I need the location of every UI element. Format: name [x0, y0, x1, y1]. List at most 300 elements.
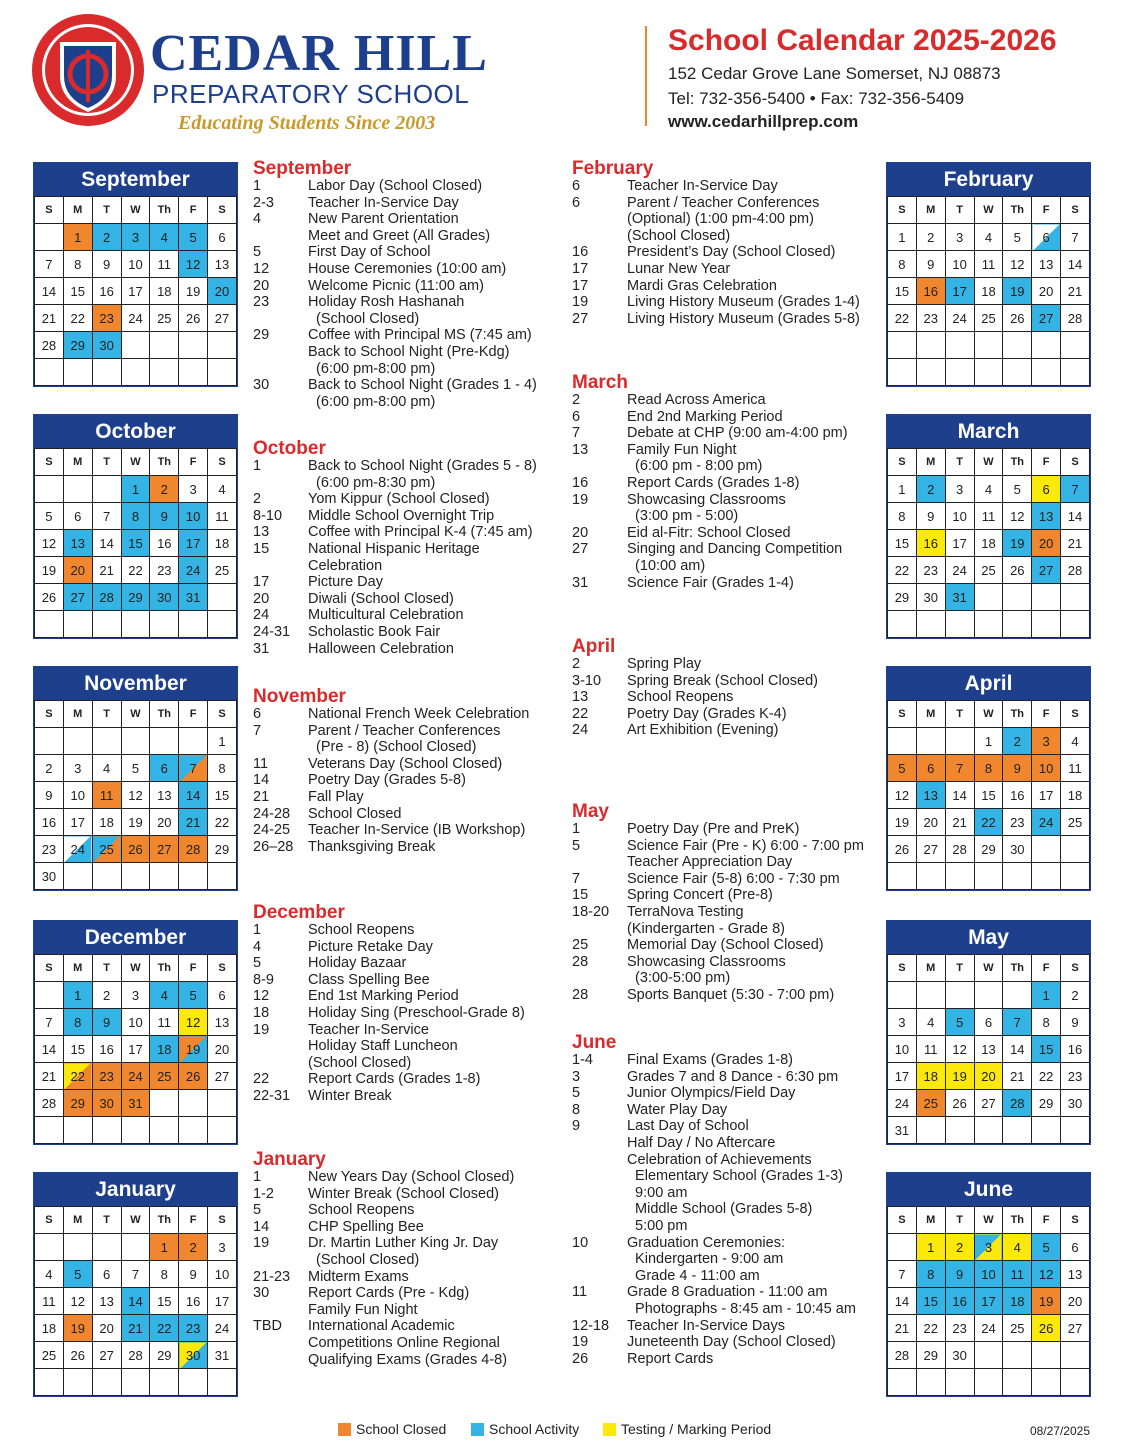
calendar-day: 9: [916, 251, 945, 278]
event-description: (School Closed): [627, 227, 731, 244]
calendar-empty-cell: [945, 332, 974, 359]
weekday-header: T: [945, 449, 974, 476]
calendar-day: 17: [208, 1288, 237, 1315]
event-item: [572, 838, 887, 855]
calendar-empty-cell: [945, 1369, 974, 1396]
calendar-day: 24: [1032, 809, 1061, 836]
calendar-empty-cell: [92, 611, 121, 638]
calendar-day: 16: [1003, 782, 1032, 809]
calendar-day: 25: [1003, 1315, 1032, 1342]
event-description: Midterm Exams: [308, 1268, 409, 1285]
calendar-day: 25: [92, 836, 121, 863]
calendar-empty-cell: [208, 1090, 237, 1117]
event-description: Teacher In-Service: [308, 1021, 429, 1038]
event-description: Graduation Ceremonies:: [627, 1234, 785, 1251]
calendar-month-title: January: [34, 1173, 237, 1206]
calendar-day: 28: [179, 836, 208, 863]
calendar-empty-cell: [179, 1090, 208, 1117]
event-description: Showcasing Classrooms: [627, 491, 786, 508]
event-description: Science Fair (Pre - K) 6:00 - 7:00 pm: [627, 837, 864, 854]
calendar-day: 12: [121, 782, 150, 809]
calendar-empty-cell: [1032, 836, 1061, 863]
calendar-day: 5: [1032, 1234, 1061, 1261]
event-item: [253, 475, 558, 492]
event-date: 16: [572, 244, 589, 261]
calendar-day: 5: [888, 755, 917, 782]
legend-activity: [471, 1421, 579, 1437]
event-item: [572, 871, 887, 888]
event-item: [572, 821, 887, 838]
events-month-heading: January: [253, 1149, 326, 1170]
calendar-day: 2: [1003, 728, 1032, 755]
event-item: [572, 211, 887, 228]
calendar-day: 4: [208, 476, 237, 503]
event-description: Teacher In-Service Days: [627, 1317, 785, 1334]
weekday-header: S: [888, 701, 917, 728]
calendar-empty-cell: [35, 1369, 64, 1396]
weekday-header: F: [179, 197, 208, 224]
calendar-day: 12: [888, 782, 917, 809]
calendar-day: 3: [121, 982, 150, 1009]
calendar-day: 8: [121, 503, 150, 530]
calendar-day: 2: [92, 224, 121, 251]
calendar-day: 9: [916, 503, 945, 530]
school-name: CEDAR HILL: [150, 25, 488, 82]
event-description: Veterans Day (School Closed): [308, 755, 503, 772]
calendar-empty-cell: [208, 359, 237, 386]
calendar-month-title: May: [887, 921, 1090, 954]
calendar-empty-cell: [1061, 863, 1090, 890]
event-date: 23: [253, 294, 270, 311]
weekday-header: W: [121, 197, 150, 224]
calendar-day: 22: [1032, 1063, 1061, 1090]
event-item: [253, 278, 558, 295]
event-description: Teacher Appreciation Day: [627, 854, 793, 871]
calendar-empty-cell: [121, 332, 150, 359]
calendar-day: 26: [179, 1063, 208, 1090]
event-item: [253, 344, 558, 361]
event-date: [572, 1135, 627, 1152]
calendar-day: 15: [888, 278, 917, 305]
weekday-header: S: [1061, 955, 1090, 982]
calendar-day: 18: [92, 809, 121, 836]
calendar-day: 21: [92, 557, 121, 584]
calendar-day: 6: [974, 1009, 1003, 1036]
calendar-day: 3: [888, 1009, 917, 1036]
calendar-day: 19: [1003, 278, 1032, 305]
weekday-header: T: [92, 197, 121, 224]
event-date: 9: [572, 1118, 581, 1135]
event-date: 5: [572, 837, 581, 854]
weekday-header: S: [888, 955, 917, 982]
weekday-header: T: [92, 955, 121, 982]
event-item: [572, 244, 887, 261]
calendar-month-title: March: [887, 415, 1090, 448]
calendar-day: 21: [945, 809, 974, 836]
calendar-day: 23: [945, 1315, 974, 1342]
calendar-day: 20: [150, 809, 179, 836]
weekday-header: S: [1061, 1207, 1090, 1234]
calendar-empty-cell: [63, 611, 92, 638]
calendar-day: 11: [92, 782, 121, 809]
calendar-empty-cell: [35, 1234, 64, 1261]
events-section-september: [253, 160, 558, 410]
event-item: [253, 558, 558, 575]
calendar-day: 27: [150, 836, 179, 863]
event-description: Poetry Day (Pre and PreK): [627, 821, 800, 837]
event-item: [572, 311, 887, 328]
event-description: Grade 8 Graduation - 11:00 am: [627, 1284, 828, 1301]
calendar-day: 2: [916, 476, 945, 503]
calendar-day: 8: [888, 251, 917, 278]
calendar-empty-cell: [121, 728, 150, 755]
calendar-day: 28: [1061, 557, 1090, 584]
calendar-day: 30: [1003, 836, 1032, 863]
event-date: 2-3: [253, 194, 274, 211]
event-date: 2: [572, 392, 581, 408]
weekday-header: F: [179, 955, 208, 982]
calendar-empty-cell: [208, 584, 237, 611]
event-item: [572, 1318, 887, 1335]
calendar-day: 14: [92, 530, 121, 557]
event-item: [253, 311, 558, 328]
weekday-header: S: [35, 1207, 64, 1234]
weekday-header: Th: [1003, 449, 1032, 476]
calendar-day: 24: [121, 305, 150, 332]
calendar-day: 26: [1003, 557, 1032, 584]
calendar-day: 9: [92, 251, 121, 278]
event-date: 1: [253, 458, 262, 474]
calendar-day: 22: [63, 1063, 92, 1090]
event-item: [572, 492, 887, 509]
event-description: Labor Day (School Closed): [308, 178, 483, 194]
event-item: [253, 541, 558, 558]
calendar-day: 28: [35, 332, 64, 359]
calendar-day: 6: [208, 224, 237, 251]
event-date: 3: [572, 1068, 581, 1085]
calendar-day: 31: [888, 1117, 917, 1144]
event-description: Kindergarten - 9:00 am: [627, 1251, 784, 1268]
calendar-day: 1: [916, 1234, 945, 1261]
event-description: Spring Play: [627, 656, 702, 672]
calendar-day: 12: [179, 1009, 208, 1036]
school-tagline: Educating Students Since 2003: [178, 112, 436, 134]
calendar-day: 2: [916, 224, 945, 251]
calendar-day: 26: [888, 836, 917, 863]
calendar-day: 21: [179, 809, 208, 836]
events-month-heading: March: [572, 372, 628, 393]
calendar-day: 6: [150, 755, 179, 782]
calendar-empty-cell: [974, 332, 1003, 359]
calendar-day: 15: [208, 782, 237, 809]
calendar-day: 22: [121, 557, 150, 584]
calendar-day: 13: [1061, 1261, 1090, 1288]
event-description: Winter Break (School Closed): [308, 1185, 499, 1202]
calendar-day: 12: [1003, 251, 1032, 278]
calendar-day: 16: [92, 278, 121, 305]
calendar-empty-cell: [888, 359, 917, 386]
calendar-day: 19: [179, 278, 208, 305]
event-date: 3-10: [572, 672, 602, 689]
weekday-header: M: [916, 449, 945, 476]
calendar-empty-cell: [1061, 836, 1090, 863]
calendar-empty-cell: [888, 611, 917, 638]
calendar-empty-cell: [179, 332, 208, 359]
event-description: Holiday Bazaar: [308, 955, 407, 972]
calendar-day: 4: [1003, 1234, 1032, 1261]
event-description: Class Spelling Bee: [308, 971, 430, 988]
calendar-day: 7: [945, 755, 974, 782]
school-address: 152 Cedar Grove Lane Somerset, NJ 08873: [668, 64, 1001, 83]
calendar-day: 10: [121, 251, 150, 278]
event-date: [253, 344, 308, 361]
calendar-day: 23: [179, 1315, 208, 1342]
event-description: Photographs - 8:45 am - 10:45 am: [627, 1300, 856, 1317]
event-description: Grade 4 - 11:00 am: [627, 1267, 760, 1284]
event-date: TBD: [253, 1318, 282, 1335]
event-description: Teacher In-Service (IB Workshop): [308, 822, 526, 839]
event-description: (10:00 am): [627, 557, 706, 574]
event-item: [572, 1334, 887, 1351]
calendar-day: 9: [35, 782, 64, 809]
calendar-day: 21: [35, 305, 64, 332]
school-website[interactable]: www.cedarhillprep.com: [668, 112, 859, 131]
calendar-empty-cell: [179, 1117, 208, 1144]
event-item: [253, 327, 558, 344]
event-item: [253, 524, 558, 541]
weekday-header: T: [945, 1207, 974, 1234]
calendar-day: 11: [1003, 1261, 1032, 1288]
event-item: [253, 972, 558, 989]
event-date: [572, 1185, 627, 1202]
event-date: 27: [572, 541, 589, 558]
calendar-day: 20: [1032, 278, 1061, 305]
event-date: 27: [572, 310, 589, 327]
event-description: Coffee with Principal K-4 (7:45 am): [308, 524, 533, 541]
event-description: End 1st Marking Period: [308, 988, 459, 1005]
event-description: Junior Olympics/Field Day: [627, 1085, 796, 1102]
event-description: Report Cards (Grades 1-8): [627, 474, 800, 491]
calendar-day: 2: [1061, 982, 1090, 1009]
events-month-heading: June: [572, 1032, 617, 1053]
event-item: [253, 211, 558, 228]
event-date: 1: [253, 1169, 262, 1185]
weekday-header: W: [974, 449, 1003, 476]
calendar-day: 15: [888, 530, 917, 557]
calendar-day: 3: [945, 224, 974, 251]
weekday-header: S: [208, 701, 237, 728]
legend-testing: [603, 1421, 771, 1437]
event-description: Spring Concert (Pre-8): [627, 887, 773, 904]
event-date: [253, 1038, 308, 1055]
event-item: [572, 442, 887, 459]
calendar-day: 6: [1061, 1234, 1090, 1261]
calendar-empty-cell: [150, 1369, 179, 1396]
school-subtitle: PREPARATORY SCHOOL: [152, 79, 470, 109]
calendar-day: 6: [208, 982, 237, 1009]
event-date: 20: [572, 524, 589, 541]
weekday-header: S: [35, 955, 64, 982]
calendar-day: 3: [179, 476, 208, 503]
event-date: 12: [253, 260, 270, 277]
calendar-day: 9: [1003, 755, 1032, 782]
event-item: [572, 656, 887, 673]
calendar-day: 9: [179, 1261, 208, 1288]
weekday-header: F: [179, 701, 208, 728]
calendar-day: 18: [974, 278, 1003, 305]
event-description: TerraNova Testing: [627, 903, 744, 920]
events-month-heading: October: [253, 438, 326, 459]
event-item: [572, 541, 887, 558]
calendar-day: 27: [63, 584, 92, 611]
calendar-day: 26: [1032, 1315, 1061, 1342]
weekday-header: T: [945, 701, 974, 728]
event-item: [572, 1135, 887, 1152]
event-date: [253, 1055, 308, 1072]
calendar-day: 4: [974, 476, 1003, 503]
calendar-day: 27: [974, 1090, 1003, 1117]
event-description: Multicultural Celebration: [308, 607, 464, 624]
event-item: [253, 1088, 558, 1105]
calendar-january: [33, 1172, 238, 1397]
calendar-day: 1: [974, 728, 1003, 755]
calendar-day: 22: [916, 1315, 945, 1342]
calendar-empty-cell: [1061, 332, 1090, 359]
events-section-december: [253, 904, 558, 1105]
event-item: [572, 458, 887, 475]
calendar-empty-cell: [945, 728, 974, 755]
calendar-empty-cell: [1003, 359, 1032, 386]
calendar-day: 3: [1032, 728, 1061, 755]
event-description: Last Day of School: [627, 1118, 749, 1135]
calendar-october: [33, 414, 238, 639]
event-date: 20: [253, 590, 270, 607]
event-description: Picture Retake Day: [308, 938, 433, 955]
weekday-header: F: [179, 449, 208, 476]
event-item: [572, 1118, 887, 1135]
calendar-day: 23: [150, 557, 179, 584]
revision-date: 08/27/2025: [1029, 1424, 1090, 1438]
event-item: [253, 1352, 558, 1369]
calendar-day: 10: [179, 503, 208, 530]
calendar-empty-cell: [121, 863, 150, 890]
calendar-day: 16: [92, 1036, 121, 1063]
weekday-header: S: [208, 1207, 237, 1234]
event-description: Half Day / No Aftercare: [627, 1134, 776, 1151]
calendar-day: 30: [35, 863, 64, 890]
weekday-header: S: [208, 197, 237, 224]
calendar-day: 21: [888, 1315, 917, 1342]
calendar-empty-cell: [945, 611, 974, 638]
calendar-september: [33, 162, 238, 387]
calendar-empty-cell: [92, 1117, 121, 1144]
calendar-day: 10: [974, 1261, 1003, 1288]
calendar-day: 22: [63, 305, 92, 332]
calendar-day: 3: [121, 224, 150, 251]
event-date: [572, 854, 627, 871]
calendar-empty-cell: [179, 728, 208, 755]
event-date: [253, 558, 308, 575]
event-date: 21-23: [253, 1268, 291, 1285]
calendar-day: 27: [92, 1342, 121, 1369]
event-date: 8-9: [253, 971, 274, 988]
calendar-day: 15: [1032, 1036, 1061, 1063]
event-description: Family Fun Night: [627, 441, 737, 458]
event-description: (6:00 pm-8:00 pm): [308, 393, 436, 410]
calendar-empty-cell: [179, 863, 208, 890]
event-item: [253, 988, 558, 1005]
event-date: 16: [572, 474, 589, 491]
event-date: 22-31: [253, 1087, 291, 1104]
event-date: 28: [572, 953, 589, 970]
calendar-day: 17: [179, 530, 208, 557]
calendar-empty-cell: [974, 359, 1003, 386]
event-item: [253, 1202, 558, 1219]
weekday-header: S: [888, 449, 917, 476]
calendar-day: 29: [121, 584, 150, 611]
calendar-day: 19: [121, 809, 150, 836]
events-month-heading: November: [253, 686, 346, 707]
calendar-day: 27: [1032, 305, 1061, 332]
weekday-header: M: [63, 701, 92, 728]
calendar-day: 4: [92, 755, 121, 782]
calendar-empty-cell: [945, 359, 974, 386]
calendar-day: 25: [150, 1063, 179, 1090]
event-date: 5: [253, 244, 262, 261]
calendar-day: 29: [974, 836, 1003, 863]
event-item: [572, 1102, 887, 1119]
calendar-day: 25: [208, 557, 237, 584]
event-item: [253, 641, 558, 658]
calendar-day: 14: [1003, 1036, 1032, 1063]
calendar-day: 1: [208, 728, 237, 755]
event-description: Elementary School (Grades 1-3): [627, 1168, 843, 1185]
calendar-day: 11: [35, 1288, 64, 1315]
calendar-day: 16: [150, 530, 179, 557]
calendar-empty-cell: [974, 584, 1003, 611]
calendar-day: 5: [179, 982, 208, 1009]
event-date: 11: [572, 1284, 588, 1301]
calendar-day: 10: [1032, 755, 1061, 782]
calendar-empty-cell: [35, 359, 64, 386]
calendar-day: 31: [179, 584, 208, 611]
event-description: Teacher In-Service Day: [627, 178, 778, 194]
calendar-month-title: April: [887, 667, 1090, 700]
calendar-day: 31: [208, 1342, 237, 1369]
calendar-day: 1: [121, 476, 150, 503]
event-description: (School Closed): [308, 310, 420, 327]
calendar-day: 12: [1032, 1261, 1061, 1288]
calendar-day: 16: [1061, 1036, 1090, 1063]
event-description: Diwali (School Closed): [308, 590, 454, 607]
calendar-empty-cell: [1003, 863, 1032, 890]
event-date: 19: [572, 491, 589, 508]
event-description: Debate at CHP (9:00 am-4:00 pm): [627, 425, 848, 442]
events-section-october: [253, 440, 558, 657]
events-month-heading: April: [572, 636, 616, 657]
weekday-header: S: [208, 955, 237, 982]
calendar-day: 29: [208, 836, 237, 863]
event-date: 6: [572, 194, 581, 211]
legend-testing-label: Testing / Marking Period: [621, 1421, 772, 1437]
calendar-day: 21: [35, 1063, 64, 1090]
event-date: 13: [572, 441, 589, 458]
calendar-day: 17: [945, 278, 974, 305]
event-description: (6:00 pm-8:30 pm): [308, 474, 436, 491]
calendar-day: 30: [179, 1342, 208, 1369]
event-item: [253, 706, 558, 723]
event-date: 28: [572, 986, 589, 1003]
